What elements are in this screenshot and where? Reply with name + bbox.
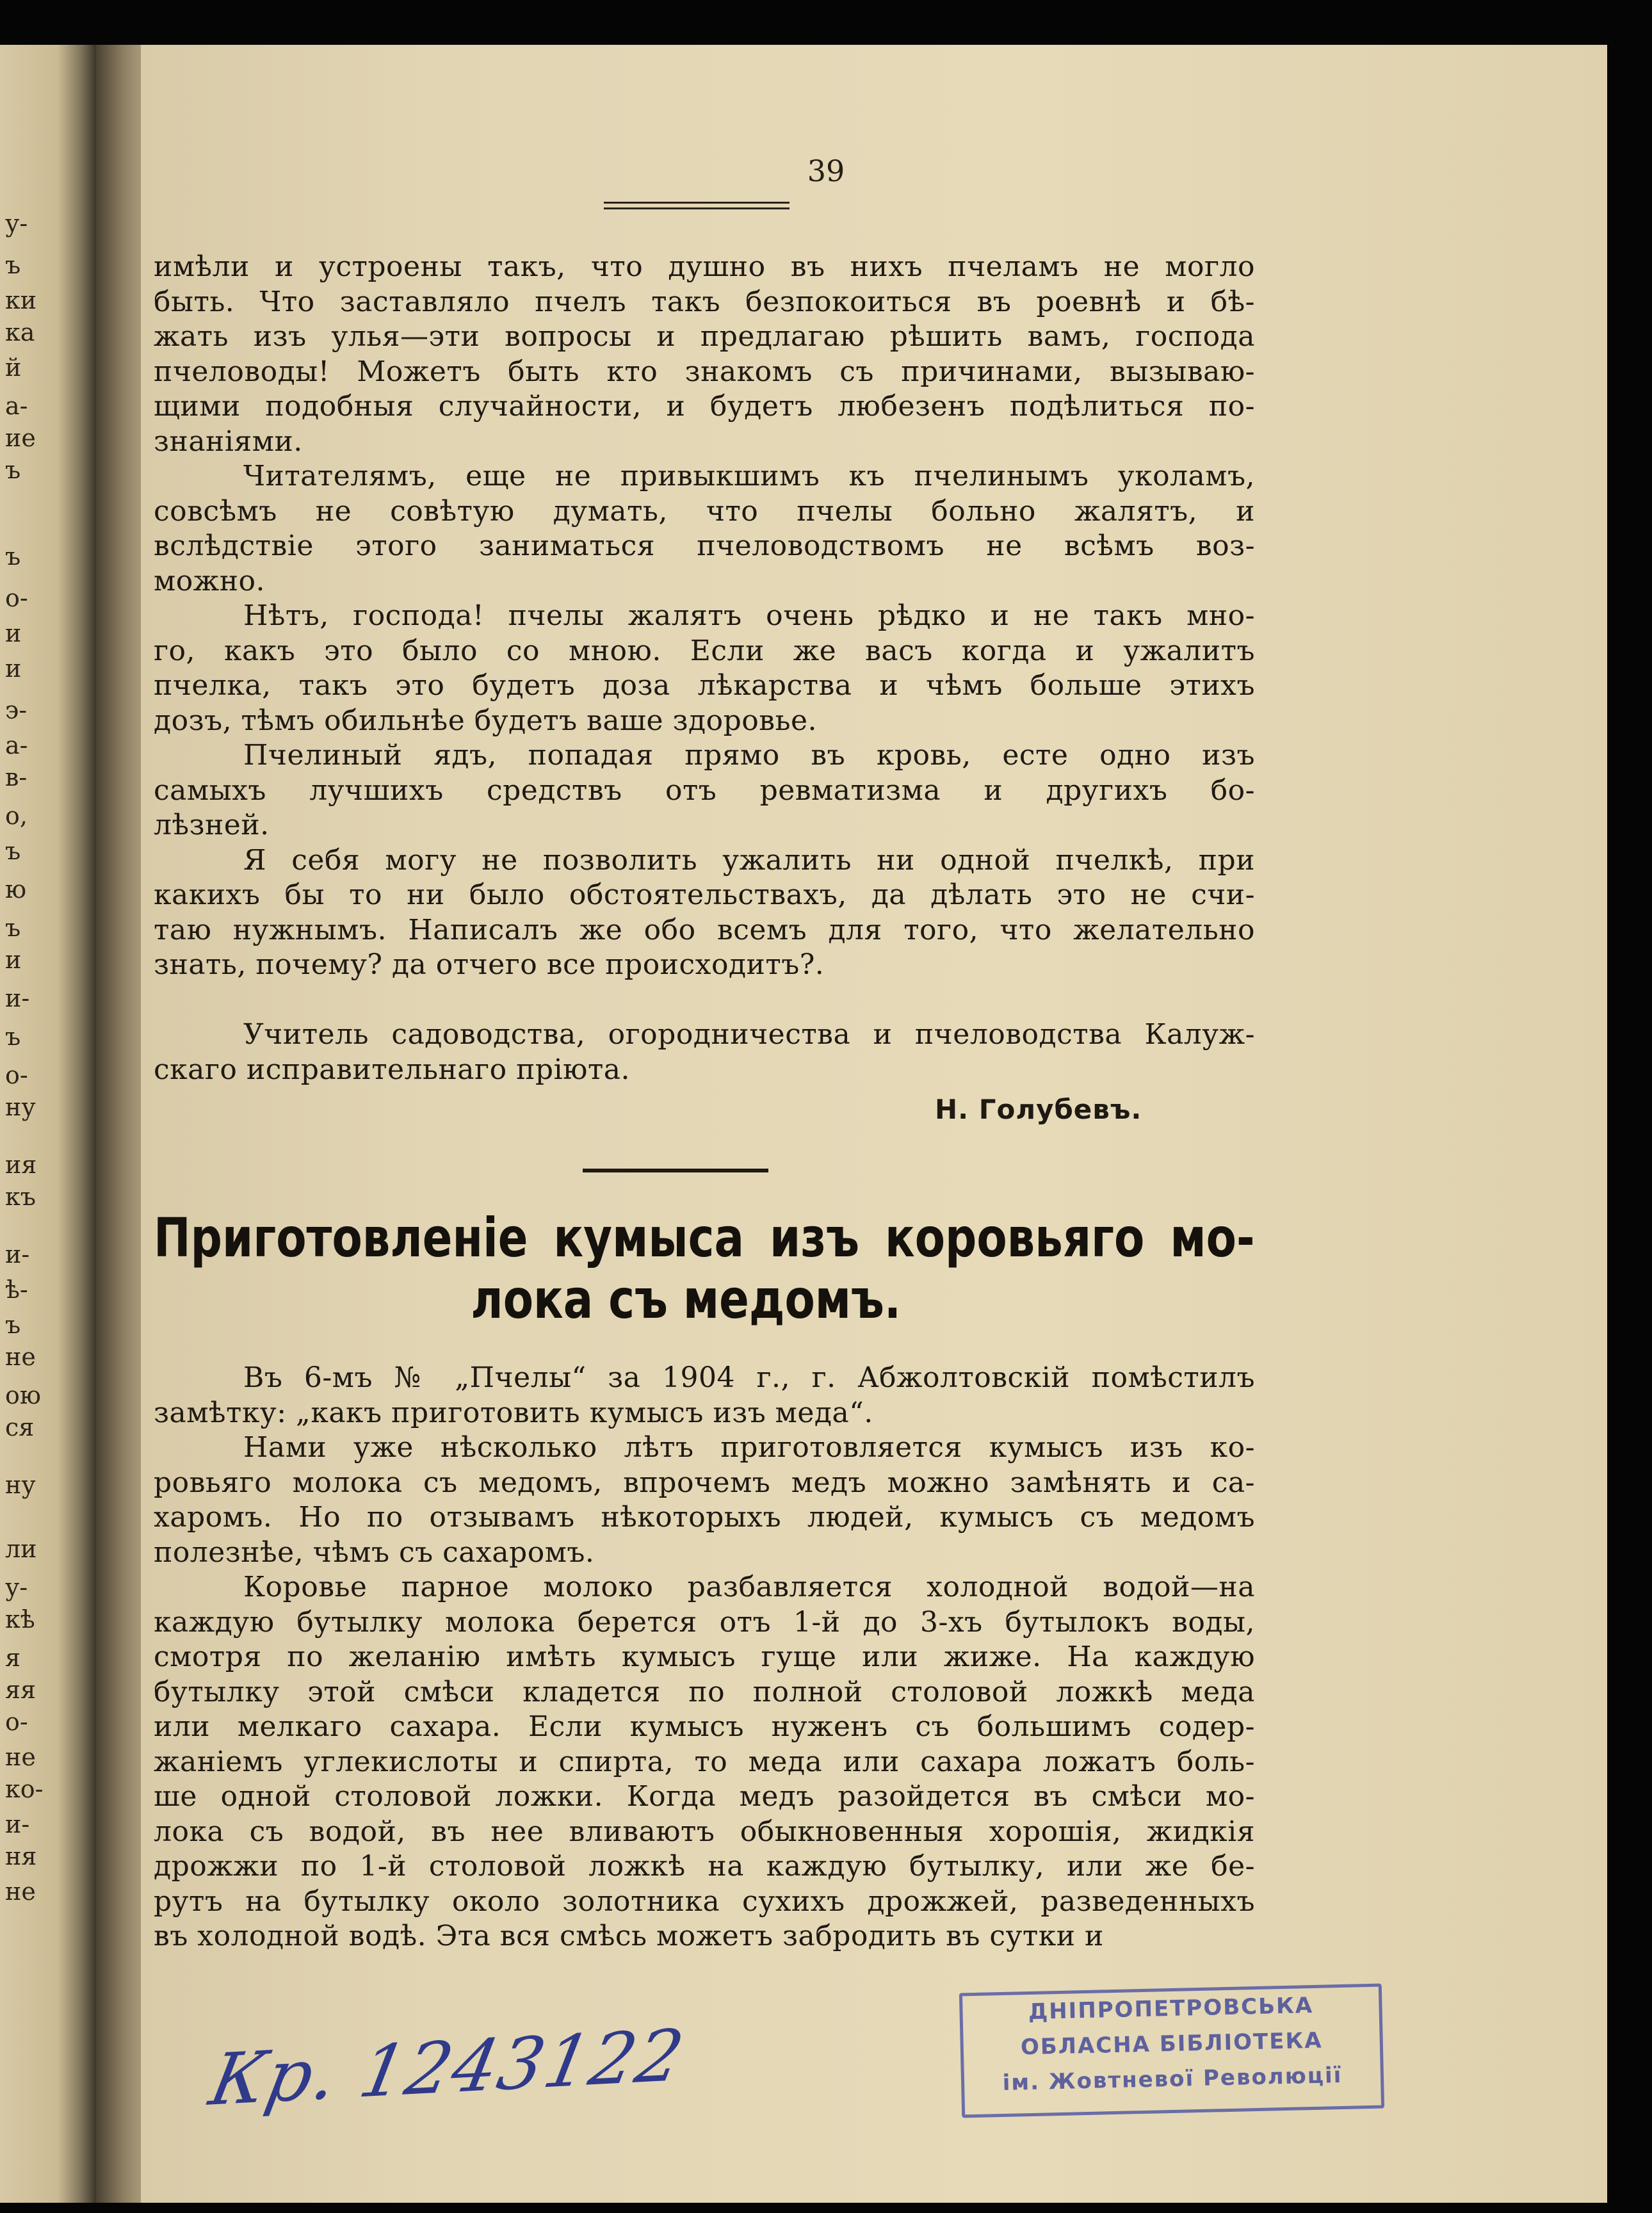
author-signature: Н. Голубевъ. — [935, 1094, 1142, 1125]
left-page-fragment: э- — [5, 696, 28, 724]
left-page-fragment: и- — [5, 1810, 30, 1838]
text-line: рутъ на бутылку около золотника сухихъ дрожжей, разведенныхъ — [154, 1885, 1255, 1918]
left-page-fragment: ъ — [5, 251, 21, 279]
text-line: въ холодной водѣ. Эта вся смѣсь можетъ забродить въ сутки и — [154, 1920, 1104, 1952]
text-line: Нами уже нѣсколько лѣтъ приготовляется кумысъ изъ ко- — [243, 1431, 1255, 1464]
stamp-line: ОБЛАСНА БІБЛІОТЕКА — [1020, 2027, 1324, 2061]
text-line — [154, 983, 1255, 1018]
left-page-fragment: а- — [5, 731, 28, 759]
headline-line-2: лока съ медомъ. — [471, 1268, 902, 1331]
left-page-fragment: о- — [5, 1061, 28, 1089]
handwritten-inventory-number: Кр. 1243122 — [203, 2013, 692, 2122]
text-line: имѣли и устроены такъ, что душно въ нихъ пчеламъ не могло — [154, 250, 1255, 283]
text-line: совсѣмъ не совѣтую думать, что пчелы больно жалятъ, и — [154, 494, 1255, 528]
left-page-fragment: и — [5, 619, 22, 647]
left-page-fragment: ка — [5, 318, 35, 346]
left-page-fragment: ъ — [5, 456, 21, 484]
text-line: Читателямъ, еще не привыкшимъ къ пчелинымъ уколамъ, — [243, 460, 1255, 492]
text-line: таю нужнымъ. Написалъ же обо всемъ для того, что желательно — [154, 913, 1255, 946]
text-line: харомъ. Но по отзывамъ нѣкоторыхъ людей, кумысъ съ медомъ — [154, 1501, 1255, 1534]
text-line: быть. Что заставляло пчелъ такъ безпокоиться въ роевнѣ и бѣ- — [154, 285, 1255, 318]
left-page-fragment: ли — [5, 1535, 37, 1563]
left-page-fragment: ну — [5, 1093, 36, 1121]
text-line: пчеловоды! Можетъ быть кто знакомъ съ причинами, вызываю- — [154, 355, 1255, 388]
left-page-fragment: яя — [5, 1676, 36, 1704]
text-line: щими подобныя случайности, и будетъ любезенъ подѣлиться по- — [154, 390, 1255, 423]
left-page-fragment: и- — [5, 1240, 30, 1269]
text-line: полезнѣе, чѣмъ съ сахаромъ. — [154, 1536, 595, 1569]
section-divider — [583, 1169, 768, 1172]
left-page-fragment: ъ — [5, 914, 21, 942]
left-page-fragment: й — [5, 353, 22, 382]
text-line: Нѣтъ, господа! пчелы жалятъ очень рѣдко и не такъ мно- — [243, 599, 1255, 632]
left-page-fragment: не — [5, 1877, 36, 1906]
page-number-rule — [604, 202, 790, 209]
text-line: жать изъ улья—эти вопросы и предлагаю рѣшить вамъ, господа — [154, 320, 1255, 353]
text-line: лѣзней. — [154, 809, 270, 841]
text-line: лока съ водой, въ нее вливаютъ обыкновенныя хорошія, жидкія — [154, 1815, 1255, 1848]
text-line: какихъ бы то ни было обстоятельствахъ, да дѣлать это не счи- — [154, 879, 1255, 911]
adjacent-page-edge — [0, 45, 96, 2203]
left-page-fragment: не — [5, 1343, 36, 1371]
text-line: ровьяго молока съ медомъ, впрочемъ медъ можно замѣнять и са- — [154, 1466, 1255, 1499]
left-page-fragment: ъ — [5, 837, 21, 865]
text-line: знаніями. — [154, 425, 303, 458]
left-page-fragment: ня — [5, 1842, 37, 1870]
text-line: Коровье парное молоко разбавляется холодной водой—на — [243, 1571, 1255, 1603]
text-line: каждую бутылку молока берется отъ 1-й до 3-хъ бутылокъ воды, — [154, 1605, 1255, 1639]
left-page-fragment: ия — [5, 1151, 37, 1179]
headline-line-1: Приготовленіе кумыса изъ коровьяго мо- — [154, 1206, 1255, 1269]
left-page-fragment: къ — [5, 1183, 36, 1211]
left-page-fragment: у- — [5, 209, 28, 238]
text-line: го, какъ это было со мною. Если же васъ когда и ужалитъ — [154, 634, 1255, 667]
left-page-fragment: в- — [5, 763, 28, 791]
text-line: Въ 6-мъ № „Пчелы“ за 1904 г., г. Абжолтовскій помѣстилъ — [243, 1361, 1255, 1394]
left-page-fragment: ко- — [5, 1775, 44, 1803]
left-page-fragment: ѣ- — [5, 1276, 28, 1304]
left-page-fragment: ъ — [5, 542, 21, 571]
left-page-fragment: я — [5, 1644, 20, 1672]
text-line: жаніемъ углекислоты и спирта, то меда или сахара ложатъ боль- — [154, 1745, 1255, 1778]
article-2-body — [154, 1361, 1255, 1954]
left-page-fragment: у- — [5, 1573, 28, 1601]
text-line: Я себя могу не позволить ужалить ни одной пчелкѣ, при — [243, 843, 1255, 877]
left-page-fragment: ою — [5, 1381, 41, 1409]
text-line: вслѣдствіе этого заниматься пчеловодствомъ не всѣмъ воз- — [154, 530, 1255, 562]
text-line: самыхъ лучшихъ средствъ отъ ревматизма и другихъ бо- — [154, 774, 1255, 807]
text-line: знать, почему? да отчего все происходитъ?. — [154, 948, 825, 981]
left-page-fragment: ие — [5, 424, 36, 452]
left-page-fragment: ъ — [5, 1311, 21, 1339]
text-line: дозъ, тѣмъ обильнѣе будетъ ваше здоровье. — [154, 704, 817, 737]
left-page-fragment: о- — [5, 1708, 28, 1736]
text-line: замѣтку: „какъ приготовить кумысъ изъ меда“. — [154, 1396, 873, 1429]
text-line: пчелка, такъ это будетъ доза лѣкарства и чѣмъ больше этихъ — [154, 669, 1255, 702]
left-page-fragment: о- — [5, 584, 28, 612]
article-2-headline — [154, 1206, 1255, 1331]
stamp-line: ім. Жовтневої Революції — [1002, 2062, 1343, 2096]
left-page-fragment: кѣ — [5, 1605, 35, 1633]
stamp-line: ДНІПРОПЕТРОВСЬКА — [1028, 1992, 1314, 2025]
left-page-fragment: ся — [5, 1413, 35, 1441]
left-page-fragment: ю — [5, 875, 27, 904]
text-line: Учитель садоводства, огородничества и пчеловодства Калуж- — [243, 1018, 1255, 1051]
left-page-fragment: ки — [5, 286, 37, 314]
left-page-fragment: не — [5, 1743, 36, 1771]
text-line: смотря по желанію имѣть кумысъ гуще или жиже. На каждую — [154, 1641, 1255, 1673]
text-line: Пчелиный ядъ, попадая прямо въ кровь, есте одно изъ — [243, 739, 1255, 772]
text-line: можно. — [154, 564, 265, 597]
text-line: скаго исправительнаго пріюта. — [154, 1053, 631, 1086]
library-stamp — [959, 1984, 1384, 2118]
left-page-fragment: и — [5, 946, 22, 974]
text-line: дрожжи по 1-й столовой ложкѣ на каждую бутылку, или же бе- — [154, 1850, 1255, 1883]
text-line: бутылку этой смѣси кладется по полной столовой ложкѣ меда — [154, 1675, 1255, 1708]
left-page-fragment: а- — [5, 392, 28, 420]
text-line: ше одной столовой ложки. Когда медъ разойдется въ смѣси мо- — [154, 1780, 1255, 1813]
left-page-fragment: и- — [5, 984, 30, 1012]
left-page-fragment: и — [5, 654, 22, 683]
text-line: или мелкаго сахара. Если кумысъ нуженъ съ большимъ содер- — [154, 1710, 1255, 1743]
page-number: 39 — [807, 154, 845, 188]
left-page-fragment: ъ — [5, 1023, 21, 1051]
article-1-body — [154, 250, 1255, 1087]
left-page-fragment: ну — [5, 1471, 36, 1499]
left-page-fragment: о, — [5, 802, 28, 830]
